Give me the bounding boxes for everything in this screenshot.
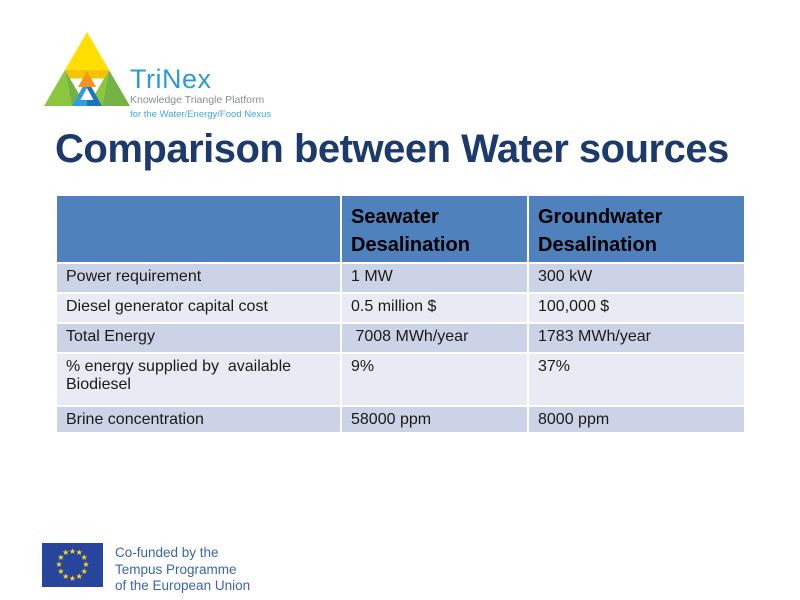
eu-star-icon: ★ bbox=[57, 553, 65, 563]
eu-star-icon: ★ bbox=[75, 571, 83, 581]
page-title: Comparison between Water sources bbox=[55, 127, 729, 171]
eu-cofunding-block bbox=[42, 543, 250, 595]
table-row bbox=[56, 263, 745, 293]
eu-star-icon: ★ bbox=[68, 573, 77, 583]
seawater-value: 0.5 million $ bbox=[341, 293, 528, 323]
seawater-value: 9% bbox=[341, 353, 528, 406]
seawater-value: 58000 ppm bbox=[341, 406, 528, 433]
row-label: Total Energy bbox=[56, 323, 341, 353]
groundwater-value: 8000 ppm bbox=[528, 406, 745, 433]
trinex-logo-text bbox=[130, 66, 271, 120]
table-row bbox=[56, 293, 745, 323]
header-cell-groundwater: Groundwater Desalination bbox=[528, 195, 745, 263]
eu-star-icon: ★ bbox=[68, 546, 77, 556]
table-row bbox=[56, 323, 745, 353]
eu-flag-icon bbox=[42, 543, 103, 587]
eu-star-icon: ★ bbox=[55, 560, 63, 569]
eu-cofunding-text bbox=[115, 543, 250, 595]
comparison-table bbox=[56, 195, 745, 433]
table-row bbox=[56, 406, 745, 433]
groundwater-value: 100,000 $ bbox=[528, 293, 745, 323]
eu-star-icon: ★ bbox=[57, 566, 65, 576]
groundwater-value: 300 kW bbox=[528, 263, 745, 293]
trinex-subtitle: Knowledge Triangle Platform bbox=[130, 94, 265, 106]
trinex-brand-name: TriNex bbox=[130, 64, 212, 94]
eu-text-line: Tempus Programme bbox=[115, 561, 237, 577]
header-cell-seawater: Seawater Desalination bbox=[341, 195, 528, 263]
eu-text-line: of the European Union bbox=[115, 578, 251, 593]
eu-text-line: Co-funded by the bbox=[115, 545, 219, 560]
row-label: % energy supplied by available Biodiesel bbox=[56, 353, 341, 406]
groundwater-value: 1783 MWh/year bbox=[528, 323, 745, 353]
trinex-logo bbox=[43, 30, 272, 120]
groundwater-value: 37% bbox=[528, 353, 745, 406]
eu-star-icon: ★ bbox=[62, 571, 70, 581]
eu-star-icon: ★ bbox=[80, 566, 88, 576]
trinex-triangle-icon bbox=[43, 30, 131, 108]
seawater-value: 7008 MWh/year bbox=[341, 323, 528, 353]
row-label: Brine concentration bbox=[56, 406, 341, 433]
eu-star-icon: ★ bbox=[75, 548, 83, 558]
eu-star-icon: ★ bbox=[82, 560, 90, 569]
table-row bbox=[56, 353, 745, 406]
table-header-row bbox=[56, 195, 745, 263]
eu-star-icon: ★ bbox=[62, 548, 70, 558]
trinex-tagline: for the Water/Energy/Food Nexus bbox=[130, 109, 272, 120]
eu-star-icon: ★ bbox=[80, 553, 88, 563]
row-label: Diesel generator capital cost bbox=[56, 293, 341, 323]
header-cell-empty bbox=[56, 195, 341, 263]
seawater-value: 1 MW bbox=[341, 263, 528, 293]
row-label: Power requirement bbox=[56, 263, 341, 293]
